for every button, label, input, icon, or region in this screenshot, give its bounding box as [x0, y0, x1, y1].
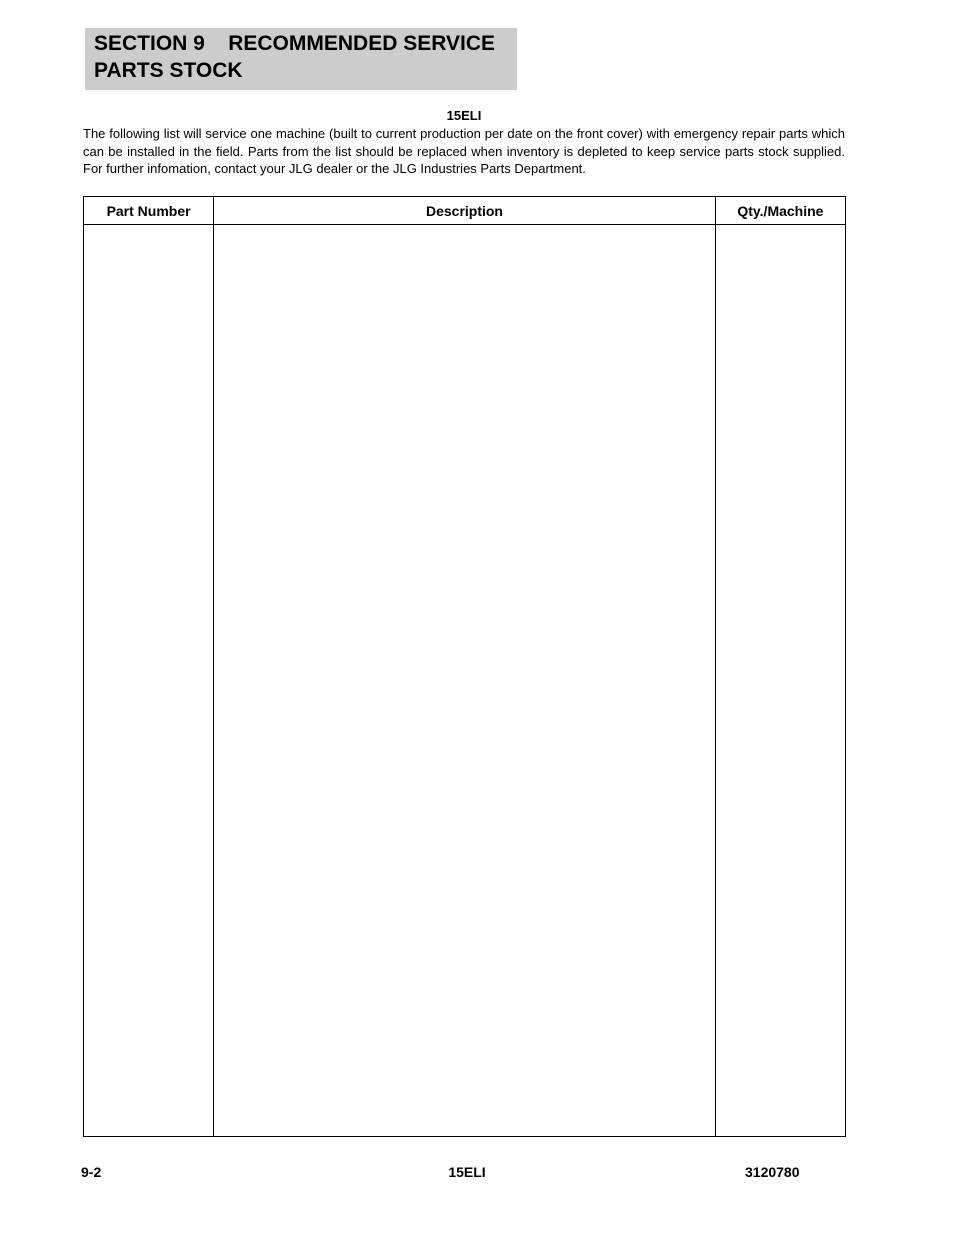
model-heading: 15ELI	[446, 108, 482, 123]
column-header-part-number: Part Number	[84, 197, 214, 225]
table-header-row	[84, 197, 846, 225]
column-header-qty-machine: Qty./Machine	[715, 197, 845, 225]
table-row	[84, 225, 846, 1137]
parts-table	[83, 196, 846, 1137]
column-header-description: Description	[214, 197, 716, 225]
part-number-cell	[84, 225, 214, 1137]
section-title-line-2: PARTS STOCK	[94, 59, 243, 82]
page-number: 9-2	[81, 1164, 102, 1180]
section-title-line-1: SECTION 9 RECOMMENDED SERVICE	[94, 32, 496, 55]
document-number: 3120780	[745, 1164, 800, 1180]
description-cell	[214, 225, 716, 1137]
intro-paragraph: The following list will service one machine (built to current production per date on the front cover) with emergency repair parts which can be installed in the field. Parts from the list should be replaced when inventory is depleted to keep service parts stock supplied. For further infomation, contact your JLG dealer or the JLG Industries Parts Department.	[83, 126, 845, 176]
section-header	[85, 28, 517, 90]
qty-machine-cell	[715, 225, 845, 1137]
footer-model: 15ELI	[448, 1164, 486, 1180]
